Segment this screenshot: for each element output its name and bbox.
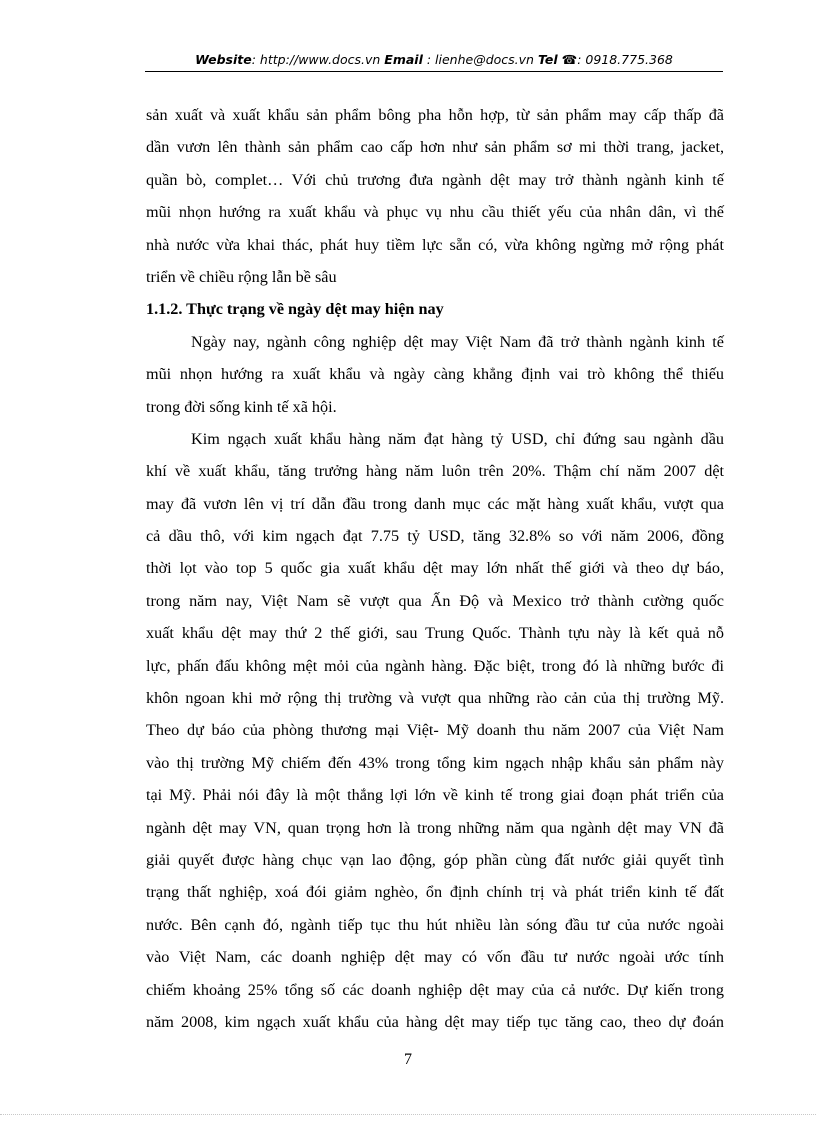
body-line: trong năm nay, Việt Nam sẽ vượt qua Ấn Độ và Mexico trở thành cường quốc (146, 591, 724, 610)
body-line: vào thị trường Mỹ chiếm đến 43% trong tổng kim ngạch nhập khẩu sản phẩm này (146, 753, 724, 772)
body-line: thời lọt vào top 5 quốc gia xuất khẩu dệt may lớn nhất thế giới và theo dự báo, (146, 559, 724, 578)
body-line: xuất khẩu dệt may thứ 2 thế giới, sau Trung Quốc. Thành tựu này là kết quả nỗ (146, 624, 724, 643)
body-line: trạng thất nghiệp, xoá đói giảm nghèo, ổn định chính trị và phát triển kinh tế đất (146, 883, 724, 902)
page-number: 7 (404, 1051, 412, 1068)
website-value: : http://www.docs.vn (251, 52, 385, 67)
email-value: : lienhe@docs.vn (422, 52, 538, 67)
body-line: lực, phấn đấu không mệt mỏi của ngành hàng. Đặc biệt, trong đó là những bước đi (146, 656, 724, 675)
body-line: Kim ngạch xuất khẩu hàng năm đạt hàng tỷ USD, chỉ đứng sau ngành dầu (191, 429, 724, 448)
page-bottom-edge (0, 1114, 816, 1115)
body-line: khí về xuất khẩu, tăng trưởng hàng năm luôn trên 20%. Thậm chí năm 2007 dệt (146, 462, 724, 481)
body-line: nhà nước vừa khai thác, phát huy tiềm lực sẵn có, vừa không ngừng mở rộng phát (146, 235, 724, 254)
phone-icon: ☎ (561, 52, 578, 67)
tel-value: : 0918.775.368 (577, 52, 673, 67)
body-line: năm 2008, kim ngạch xuất khẩu của hàng dệt may tiếp tục tăng cao, theo dự đoán (146, 1012, 724, 1031)
tel-label: Tel (537, 52, 558, 67)
body-line: Ngày nay, ngành công nghiệp dệt may Việt Nam đã trở thành ngành kinh tế (191, 332, 724, 351)
body-line: ngành dệt may VN, quan trọng hơn là trong những năm qua ngành dệt may VN đã (146, 818, 724, 837)
body-line: quần bò, complet… Với chủ trương đưa ngành dệt may trở thành ngành kinh tế (146, 170, 724, 189)
body-line: nước. Bên cạnh đó, ngành tiếp tục thu hút nhiều làn sóng đầu tư của nước ngoài (146, 915, 724, 934)
body-line: trong đời sống kinh tế xã hội. (146, 397, 337, 416)
body-line: triển về chiều rộng lẫn bề sâu (146, 267, 337, 286)
section-heading: 1.1.2. Thực trạng về ngày dệt may hiện nay (146, 300, 444, 319)
body-line: dần vươn lên thành sản phẩm cao cấp hơn như sản phẩm sơ mi thời trang, jacket, (146, 138, 724, 157)
body-line: khôn ngoan khi mở rộng thị trường và vượt qua những rào cản của thị trường Mỹ. (146, 689, 724, 708)
body-line: vào Việt Nam, các doanh nghiệp dệt may có vốn đầu tư nước ngoài ước tính (146, 948, 724, 967)
website-label: Website (195, 52, 252, 67)
page-header (145, 50, 723, 70)
body-line: giải quyết được hàng chục vạn lao động, góp phần cùng đất nước giải quyết tình (146, 850, 724, 869)
body-line: cả dầu thô, với kim ngạch đạt 7.75 tỷ USD, tăng 32.8% so với năm 2006, đồng (146, 527, 724, 546)
body-line: may đã vươn lên vị trí dẫn đầu trong danh mục các mặt hàng xuất khẩu, vượt qua (146, 494, 724, 513)
email-label: Email (384, 52, 423, 67)
body-line: mũi nhọn hướng ra xuất khẩu và ngày càng khẳng định vai trò không thể thiếu (146, 365, 724, 384)
body-line: sản xuất và xuất khẩu sản phẩm bông pha hỗn hợp, từ sản phẩm may cấp thấp đã (146, 106, 724, 124)
header-divider (145, 71, 723, 72)
body-line: mũi nhọn hướng ra xuất khẩu và phục vụ nhu cầu thiết yếu của nhân dân, vì thế (146, 203, 724, 222)
body-line: Theo dự báo của phòng thương mại Việt- Mỹ doanh thu năm 2007 của Việt Nam (146, 721, 724, 740)
document-body (146, 99, 724, 1038)
body-line: tại Mỹ. Phải nói đây là một thắng lợi lớn về kinh tế trong giai đoạn phát triển của (146, 786, 724, 805)
body-line: chiếm khoảng 25% tổng số các doanh nghiệp dệt may của cả nước. Dự kiến trong (146, 980, 724, 999)
